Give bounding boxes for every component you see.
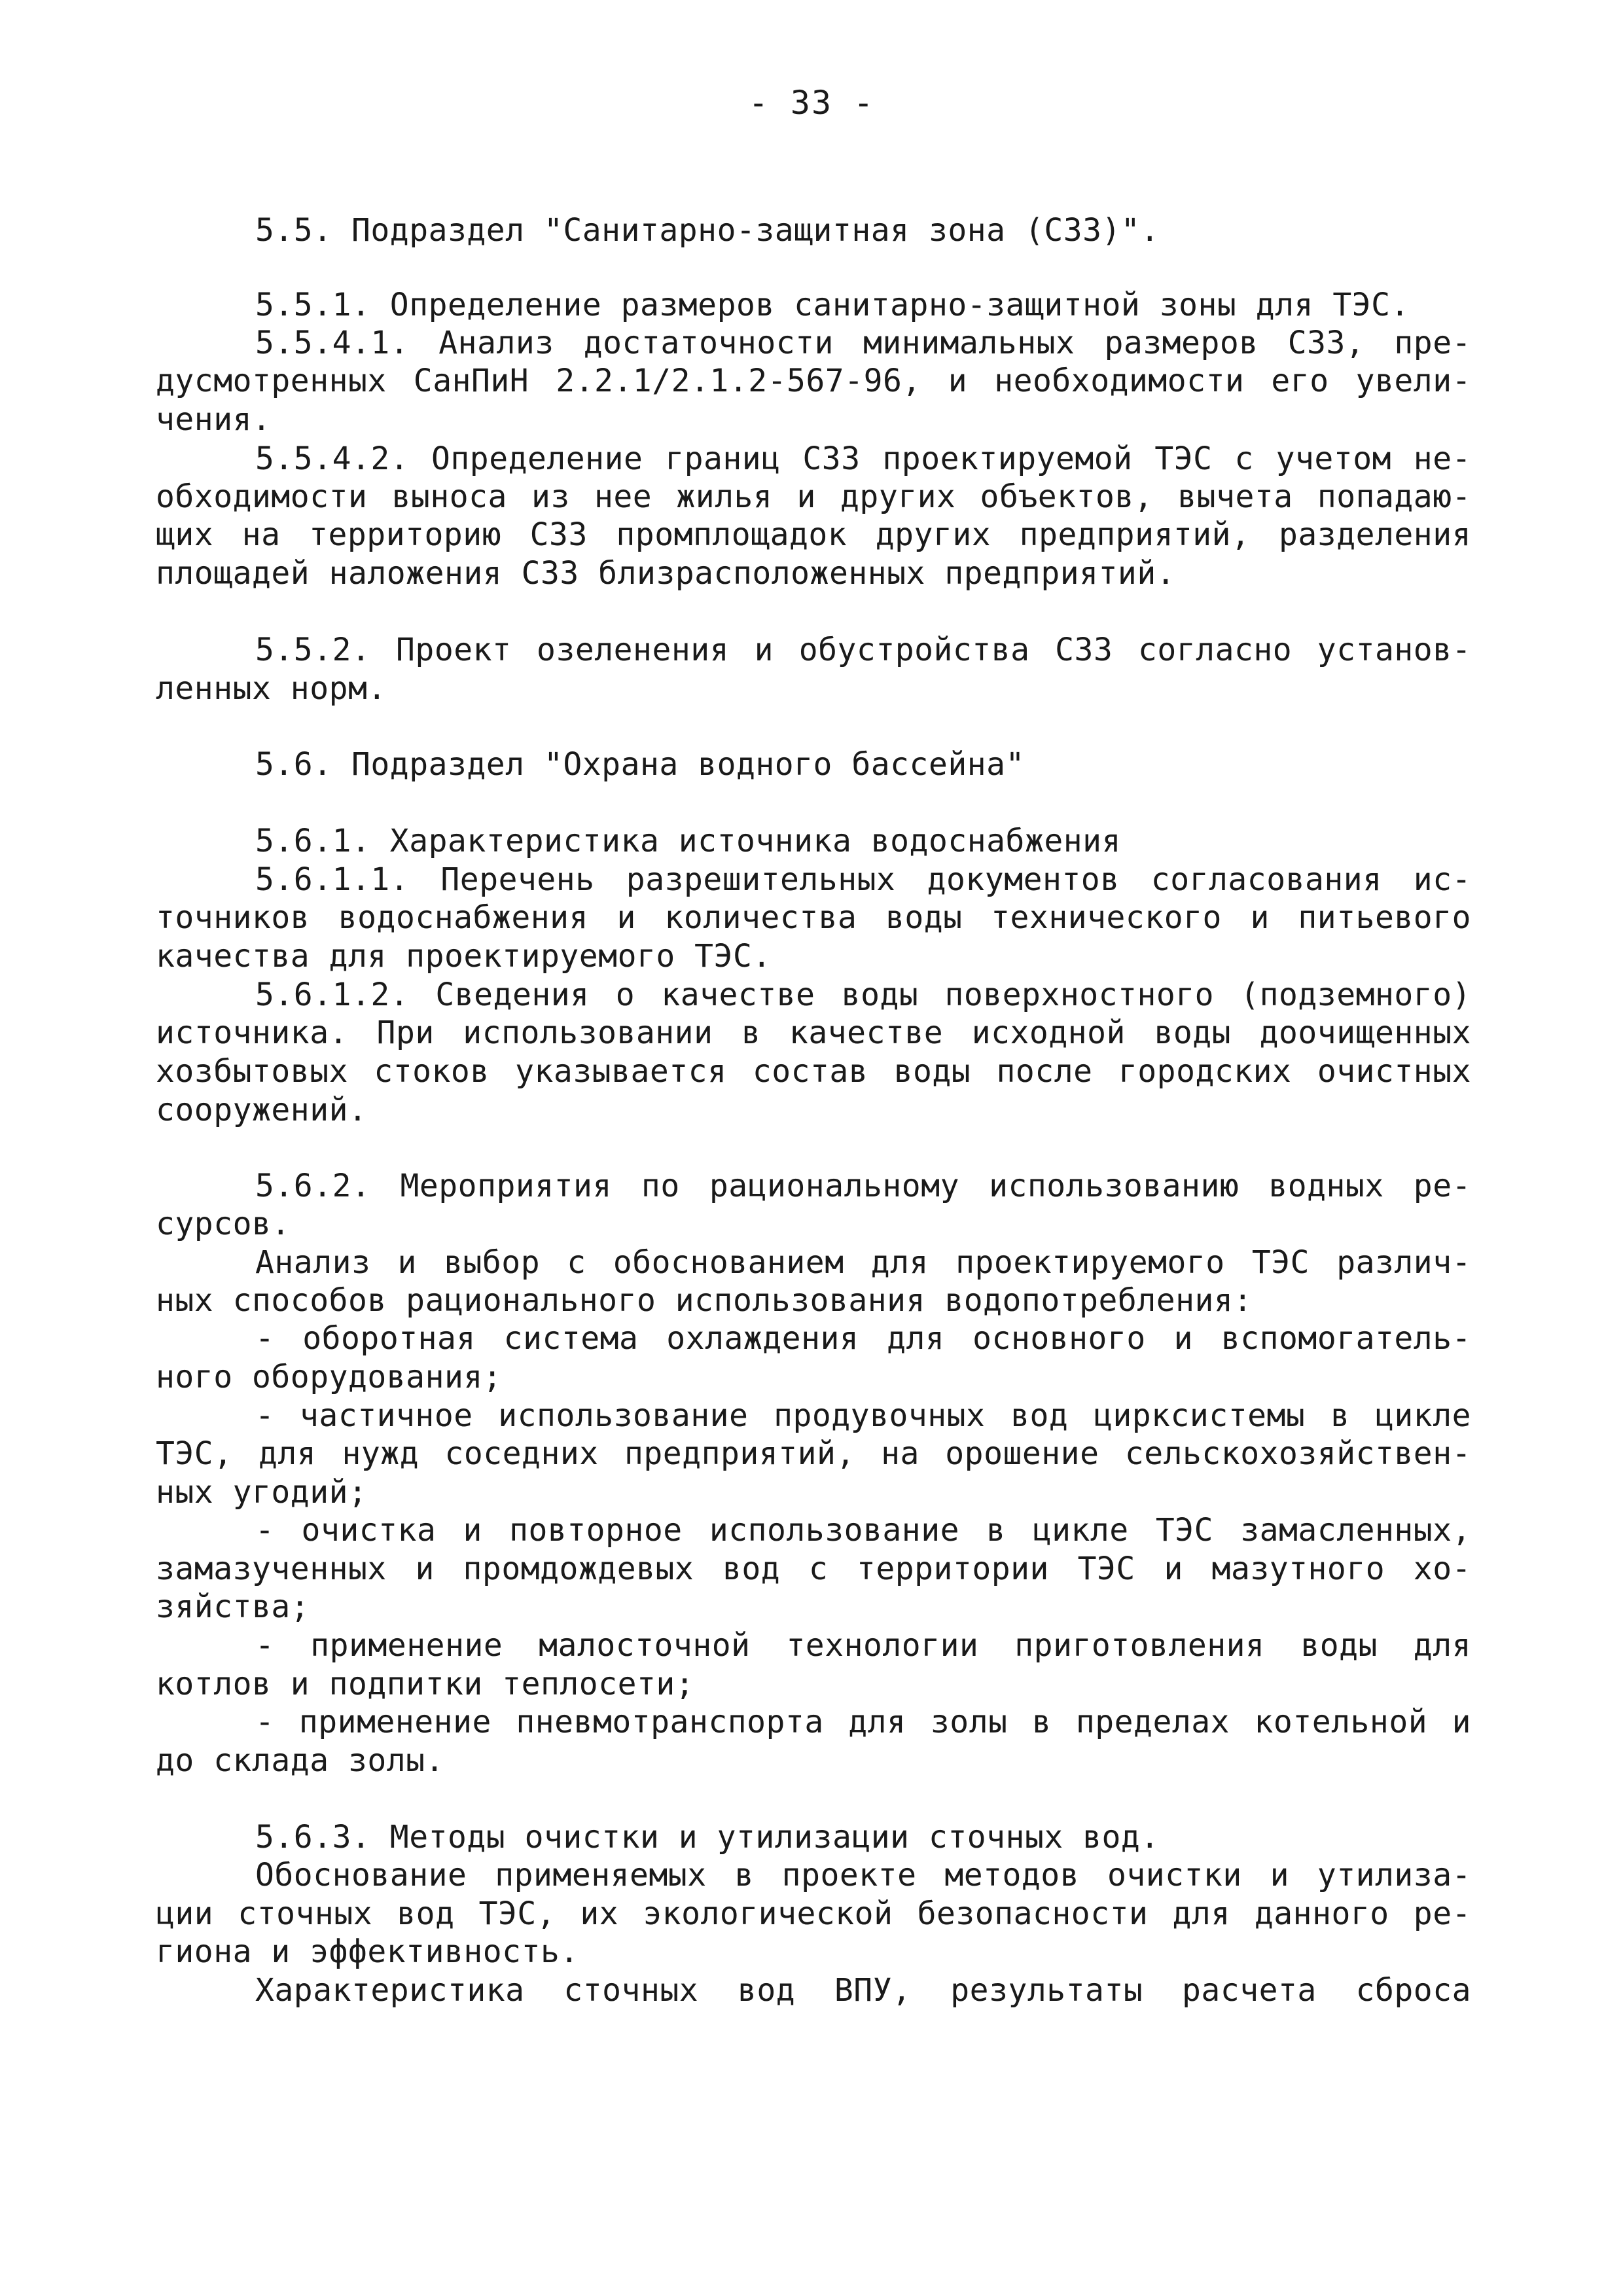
text-line: 5.6.1.2. Сведения о качестве воды поверхностного (подземного)	[255, 977, 1471, 1013]
text-line: сурсов.	[156, 1206, 291, 1242]
text-line: ТЭС, для нужд соседних предприятий, на орошение сельскохозяйствен-	[156, 1435, 1471, 1472]
text-line: зяйства;	[156, 1588, 310, 1625]
text-line: 5.5.2. Проект озеленения и обустройства СЗЗ согласно установ-	[255, 632, 1471, 668]
text-line: 5.6.1.1. Перечень разрешительных документов согласования ис-	[255, 861, 1471, 898]
list-item: - частичное использование продувочных вод цирксистемы в цикле	[255, 1397, 1471, 1434]
text-line: ленных норм.	[156, 670, 387, 707]
text-line: щих на территорию СЗЗ промплощадок других предприятий, разделения	[156, 516, 1471, 553]
text-line: источника. При использовании в качестве исходной воды доочищенных	[156, 1014, 1471, 1051]
text-line: котлов и подпитки теплосети;	[156, 1666, 695, 1702]
text-line: Обоснование применяемых в проекте методов очистки и утилиза-	[255, 1857, 1471, 1893]
text-line: хозбытовых стоков указывается состав воды после городских очистных	[156, 1053, 1471, 1090]
text-line: Анализ и выбор с обоснованием для проектируемого ТЭС различ-	[255, 1244, 1471, 1281]
section-5-5-heading: 5.5. Подраздел "Санитарно-защитная зона (СЗЗ)".	[255, 212, 1160, 249]
text-line: обходимости выноса из нее жилья и других объектов, вычета попадаю-	[156, 478, 1471, 515]
text-line: 5.6.1. Характеристика источника водоснабжения	[255, 823, 1121, 859]
text-line: сооружений.	[156, 1092, 368, 1128]
text-line: ного оборудования;	[156, 1359, 503, 1395]
text-line: точников водоснабжения и количества воды технического и питьевого	[156, 899, 1471, 936]
page-number: - 33 -	[748, 84, 875, 122]
text-line: гиона и эффективность.	[156, 1933, 579, 1970]
list-item: - применение пневмотранспорта для золы в пределах котельной и	[255, 1704, 1471, 1740]
text-line: до склада золы.	[156, 1742, 444, 1779]
list-item: - применение малосточной технологии приготовления воды для	[255, 1627, 1471, 1664]
text-line: площадей наложения СЗЗ близрасположенных предприятий.	[156, 555, 1176, 592]
text-line: качества для проектируемого ТЭС.	[156, 938, 772, 975]
list-item: - оборотная система охлаждения для основного и вспомогатель-	[255, 1320, 1471, 1357]
text-line: 5.6.3. Методы очистки и утилизации сточных вод.	[255, 1819, 1160, 1856]
text-line: Характеристика сточных вод ВПУ, результаты расчета сброса	[255, 1972, 1471, 2009]
text-line: ных угодий;	[156, 1474, 368, 1511]
text-line: 5.5.4.1. Анализ достаточности минимальных размеров СЗЗ, пре-	[255, 325, 1471, 361]
section-5-6-heading: 5.6. Подраздел "Охрана водного бассейна"	[255, 746, 1025, 783]
text-line: 5.6.2. Мероприятия по рациональному использованию водных ре-	[255, 1168, 1471, 1204]
text-line: ции сточных вод ТЭС, их экологической безопасности для данного ре-	[156, 1895, 1471, 1932]
text-line: замазученных и промдождевых вод с территории ТЭС и мазутного хо-	[156, 1551, 1471, 1587]
list-item: - очистка и повторное использование в цикле ТЭС замасленных,	[255, 1512, 1471, 1549]
text-line: 5.5.1. Определение размеров санитарно-защитной зоны для ТЭС.	[255, 287, 1410, 323]
text-line: ных способов рационального использования водопотребления:	[156, 1282, 1253, 1319]
text-line: дусмотренных СанПиН 2.2.1/2.1.2-567-96, и необходимости его увели-	[156, 363, 1471, 399]
text-line: чения.	[156, 401, 272, 438]
text-line: 5.5.4.2. Определение границ СЗЗ проектируемой ТЭС с учетом не-	[255, 440, 1471, 477]
